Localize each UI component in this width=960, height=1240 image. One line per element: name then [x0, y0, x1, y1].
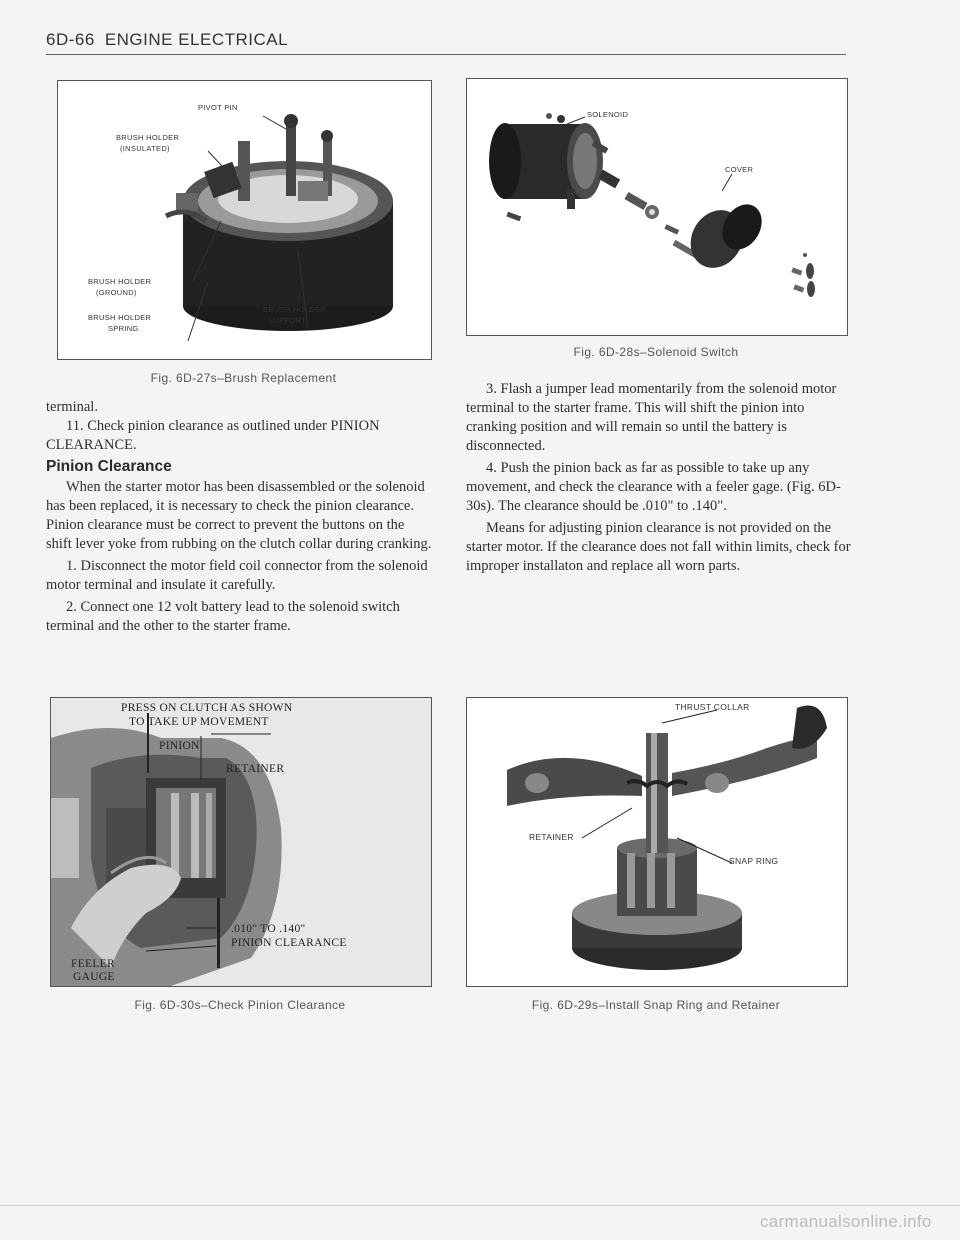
- paragraph-step-2: 2. Connect one 12 volt battery lead to the solenoid switch terminal and the other to the starter frame.: [46, 599, 400, 634]
- label-gauge: GAUGE: [73, 971, 115, 983]
- label-press-on-clutch-2: TO TAKE UP MOVEMENT: [129, 716, 269, 728]
- figure-check-pinion-clearance: [50, 697, 432, 987]
- label-brush-holder-support-2: SUPPORT: [268, 316, 307, 325]
- label-thrust-collar: THRUST COLLAR: [675, 702, 750, 712]
- caption-fig-29: Fig. 6D-29s–Install Snap Ring and Retainer: [531, 998, 781, 1012]
- paragraph-step-4: 4. Push the pinion back as far as possible to take up any movement, and check the clearance with a feeler gage. (Fig. 6D-30s). The clearance should be .010" to .140".: [466, 460, 841, 514]
- figure-install-snap-ring: [466, 697, 848, 987]
- paragraph-step-11: 11. Check pinion clearance as outlined under PINION CLEARANCE.: [46, 418, 380, 453]
- caption-fig-27: Fig. 6D-27s–Brush Replacement: [150, 371, 337, 385]
- label-pinion: PINION: [159, 740, 200, 752]
- label-brush-holder-spring-2: SPRING: [108, 324, 139, 333]
- footer-watermark[interactable]: carmanualsonline.info: [760, 1212, 932, 1231]
- label-cover: COVER: [725, 165, 754, 174]
- header-rule: [46, 54, 846, 55]
- paragraph-step-3: 3. Flash a jumper lead momentarily from the solenoid motor terminal to the starter frame. This will shift the pinion into cranking position and will remain so until the battery is disconnected.: [466, 381, 837, 454]
- label-snap-ring: SNAP RING: [729, 856, 779, 866]
- label-clearance-range: .010" TO .140": [231, 923, 306, 935]
- paragraph-step-1: 1. Disconnect the motor field coil connector from the solenoid motor terminal and insulate it carefully.: [46, 558, 428, 593]
- label-retainer: RETAINER: [529, 832, 574, 842]
- label-brush-holder-ground-2: (GROUND): [96, 288, 137, 297]
- label-press-on-clutch-1: PRESS ON CLUTCH AS SHOWN: [121, 702, 293, 714]
- figure-solenoid-switch: [466, 78, 848, 336]
- label-brush-holder-support-1: BRUSH HOLDER: [263, 305, 327, 314]
- label-feeler: FEELER: [71, 958, 115, 970]
- heading-pinion-clearance: Pinion Clearance: [46, 458, 172, 475]
- label-pivot-pin: PIVOT PIN: [198, 103, 238, 112]
- right-text-column: [466, 380, 852, 576]
- label-solenoid: SOLENOID: [587, 110, 629, 119]
- figure-brush-replacement: [57, 80, 432, 360]
- label-retainer: RETAINER: [226, 763, 285, 775]
- label-pinion-clearance: PINION CLEARANCE: [231, 937, 347, 949]
- label-brush-holder-ground-1: BRUSH HOLDER: [88, 277, 152, 286]
- footer-rule: [0, 1205, 960, 1206]
- paragraph-pinion-intro: When the starter motor has been disassembled or the solenoid has been replaced, it is necessary to check the pinion clearance. Pinion clearance must be correct to prevent the buttons on the shift lever yoke from rubbing on the clutch collar during cranking.: [46, 479, 432, 552]
- section-title: ENGINE ELECTRICAL: [104, 30, 289, 49]
- snap-ring-illustration: [467, 698, 847, 986]
- caption-fig-28: Fig. 6D-28s–Solenoid Switch: [573, 345, 739, 359]
- paragraph-terminal: terminal.: [46, 399, 98, 415]
- caption-fig-30: Fig. 6D-30s–Check Pinion Clearance: [134, 998, 346, 1012]
- label-brush-holder-spring-1: BRUSH HOLDER: [88, 313, 152, 322]
- solenoid-switch-illustration: [467, 79, 847, 335]
- page-number: 6D-66: [46, 30, 95, 49]
- paragraph-adjusting: Means for adjusting pinion clearance is not provided on the starter motor. If the clearance does not fall within limits, check for improper installaton and replace all worn parts.: [466, 520, 851, 574]
- label-brush-holder-insulated-2: (INSULATED): [120, 144, 170, 153]
- left-text-column: [46, 398, 432, 636]
- label-brush-holder-insulated-1: BRUSH HOLDER: [116, 133, 180, 142]
- page-header: [46, 30, 846, 56]
